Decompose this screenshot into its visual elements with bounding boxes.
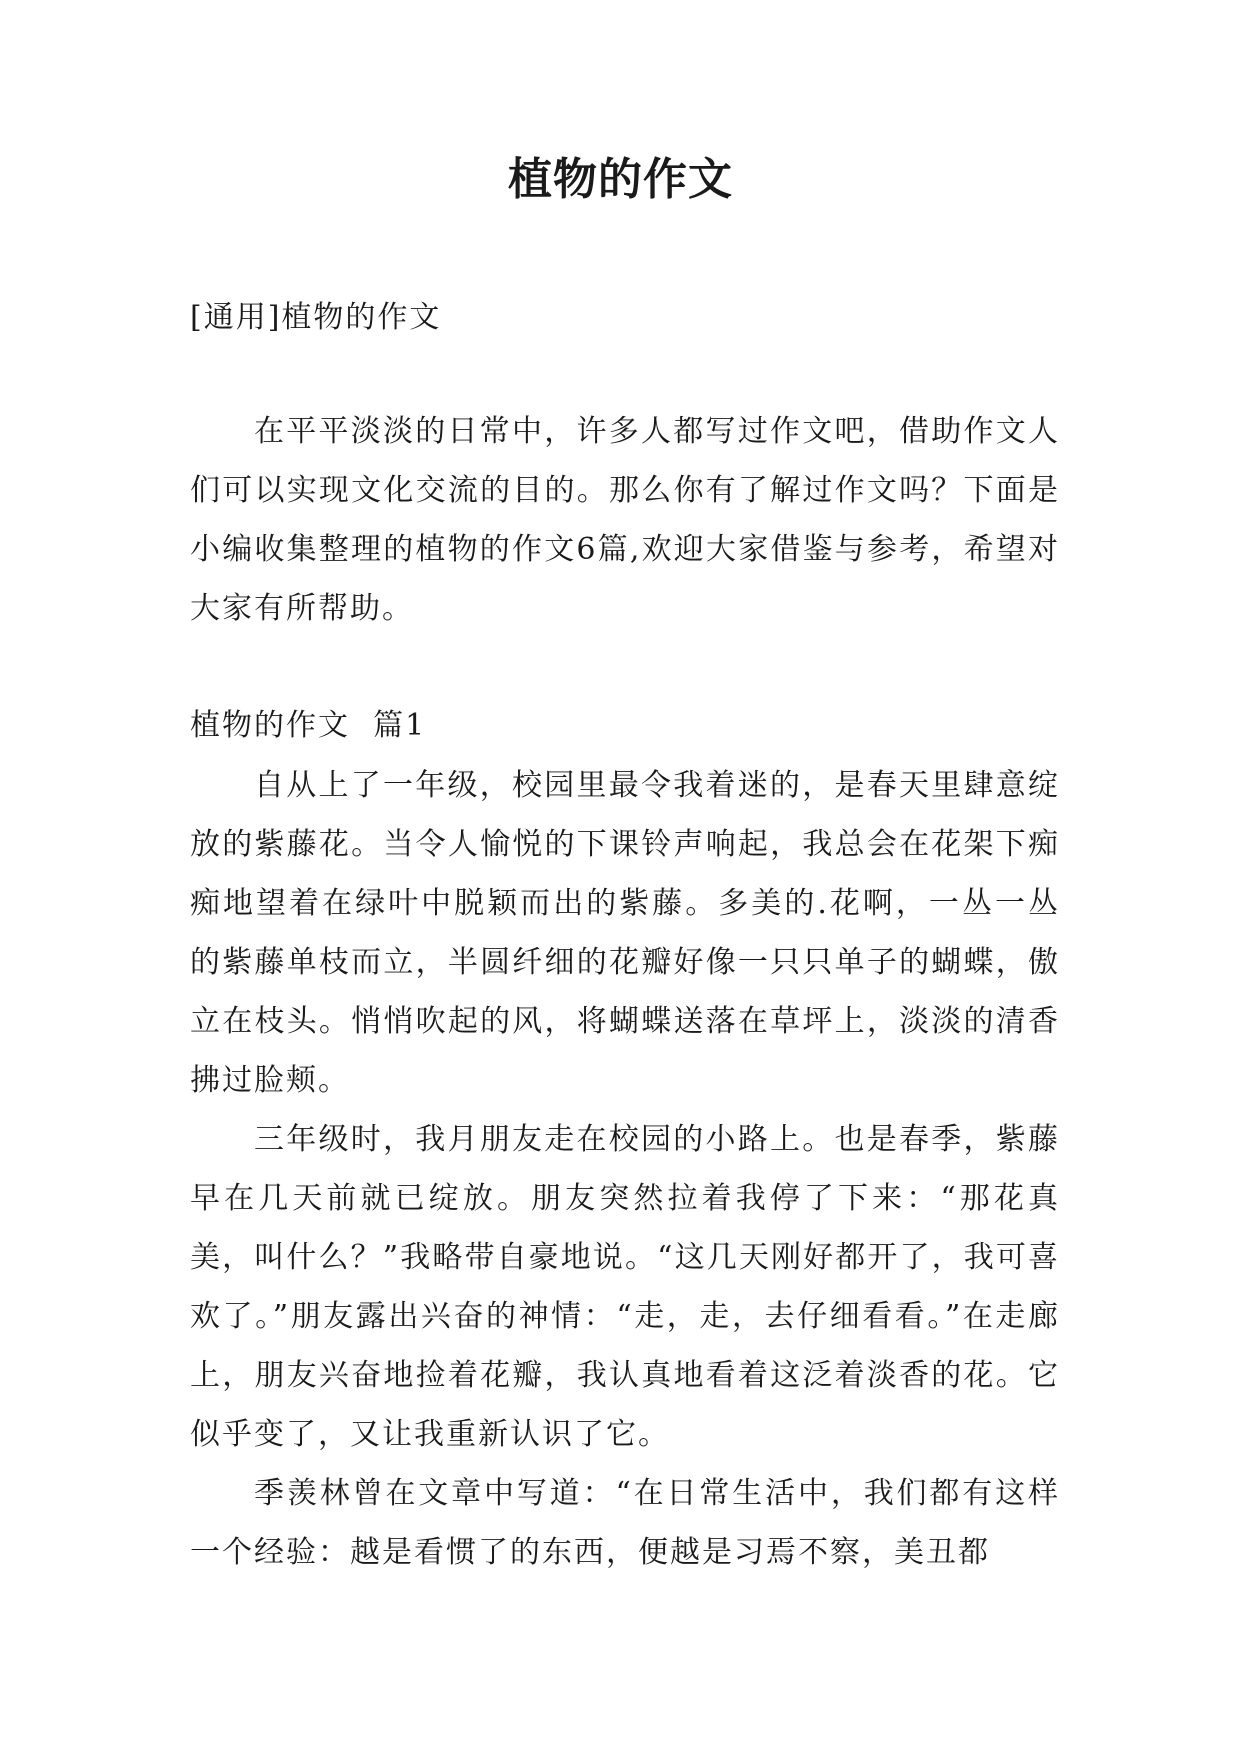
paragraph-1: 自从上了一年级，校园里最令我着迷的，是春天里肆意绽放的紫藤花。当令人愉悦的下课铃声响起，我总会在花架下痴痴地望着在绿叶中脱颖而出的紫藤。多美的.花啊，一丛一丛的紫藤单枝而立，半圆纤细的花瓣好像一只只单子的蝴蝶，傲立在枝头。悄悄吹起的风，将蝴蝶送落在草坪上，淡淡的清香拂过脸颊。	[190, 768, 1060, 1098]
paragraph-3: 季羡林曾在文章中写道：“在日常生活中，我们都有这样一个经验：越是看惯了的东西，便越是习焉不察，美丑都	[190, 1476, 1060, 1570]
intro-paragraph: 在平平淡淡的日常中，许多人都写过作文吧，借助作文人们可以实现文化交流的目的。那么你有了解过作文吗？下面是小编收集整理的植物的作文6篇,欢迎大家借鉴与参考，希望对大家有所帮助。	[190, 414, 1060, 626]
section-heading: 植物的作文 篇1	[190, 708, 427, 743]
document-title: 植物的作文	[508, 154, 733, 205]
essay-section-1	[190, 696, 1060, 1582]
intro-block	[190, 402, 1060, 638]
paragraph-2: 三年级时，我月朋友走在校园的小路上。也是春季，紫藤早在几天前就已绽放。朋友突然拉着我停了下来：“那花真美，叫什么？”我略带自豪地说。“这几天刚好都开了，我可喜欢了。”朋友露出兴奋的神情：“走，走，去仔细看看。”在走廊上，朋友兴奋地捡着花瓣，我认真地看着这泛着淡香的花。它似乎变了，又让我重新认识了它。	[190, 1122, 1060, 1452]
document-subtitle: [通用]植物的作文	[190, 300, 442, 335]
